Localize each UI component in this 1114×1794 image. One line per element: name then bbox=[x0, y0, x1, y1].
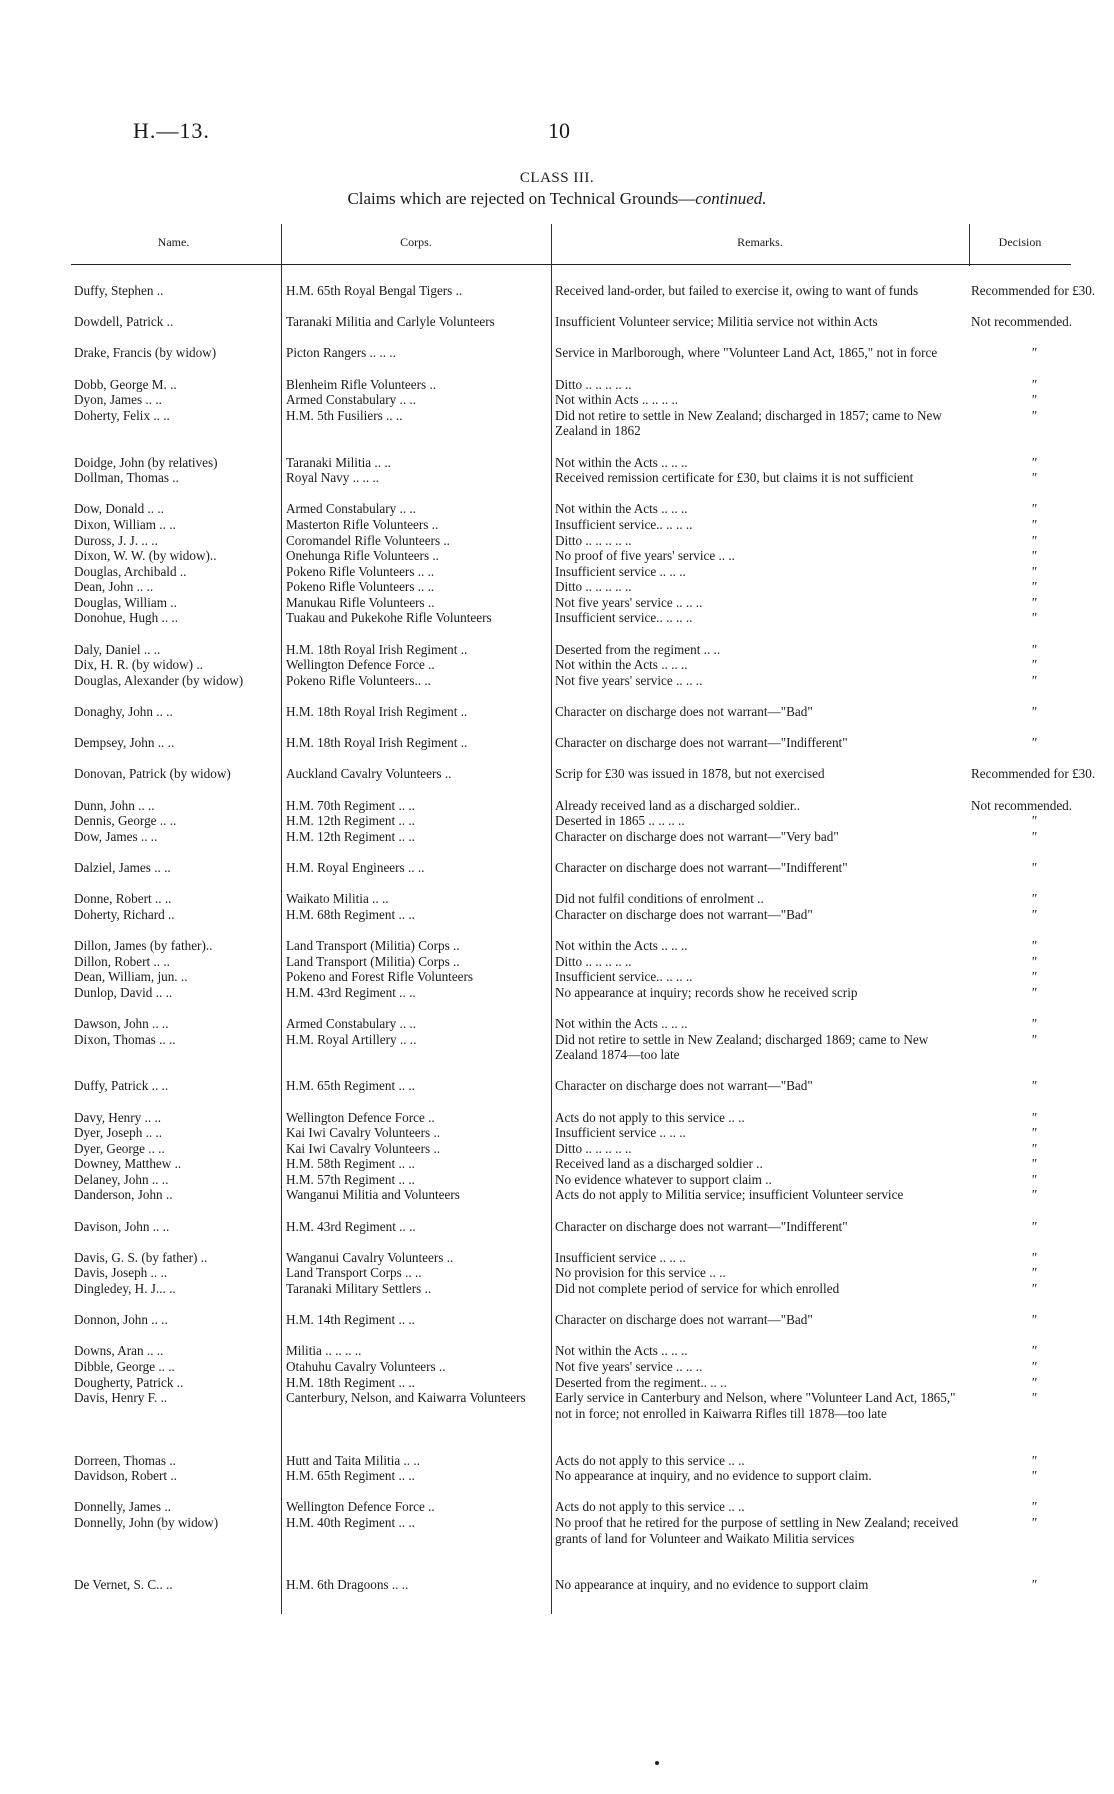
decision-cell: " bbox=[1031, 1140, 1037, 1156]
claimant-name: Dillon, James (by father).. bbox=[74, 937, 213, 953]
table-row bbox=[71, 1515, 1071, 1577]
claimant-name: Douglas, Alexander (by widow) bbox=[74, 672, 244, 688]
table-row bbox=[71, 766, 1096, 797]
decision-cell: Recommended for £30. bbox=[971, 766, 1096, 782]
claims-table-body bbox=[71, 283, 1096, 1609]
decision-cell: " bbox=[1031, 891, 1037, 907]
claimant-name: Doherty, Felix .. .. bbox=[74, 407, 170, 423]
claimant-name: Donnelly, John (by widow) bbox=[74, 1514, 219, 1530]
table-row bbox=[71, 860, 1071, 891]
decision-cell: " bbox=[1031, 594, 1037, 610]
corps-cell: Masterton Rifle Volunteers .. bbox=[286, 516, 439, 532]
table-row bbox=[71, 642, 1071, 658]
table-row bbox=[71, 1187, 1071, 1218]
table-row bbox=[71, 1032, 1071, 1079]
page-mark bbox=[655, 1761, 659, 1765]
remarks-cell: Character on discharge does not warrant—"Indifferent" bbox=[555, 1218, 848, 1234]
claimant-name: Duffy, Stephen .. bbox=[74, 283, 164, 298]
decision-cell: " bbox=[1031, 906, 1037, 922]
decision-cell: " bbox=[1031, 657, 1037, 673]
table-row bbox=[71, 595, 1071, 611]
decision-cell: " bbox=[1031, 1187, 1037, 1203]
decision-cell: " bbox=[1031, 1452, 1037, 1468]
table-head-row bbox=[71, 224, 1071, 265]
claimant-name: Duross, J. J. .. .. bbox=[74, 532, 158, 548]
corps-cell: H.M. 18th Royal Irish Regiment .. bbox=[286, 641, 468, 657]
table-row bbox=[71, 1110, 1071, 1126]
claimant-name: Dix, H. R. (by widow) .. bbox=[74, 657, 203, 673]
remarks-cell: Ditto .. .. .. .. .. bbox=[555, 579, 632, 595]
claimant-name: Dyer, Joseph .. .. bbox=[74, 1125, 163, 1141]
remarks-cell: Character on discharge does not warrant—"Very bad" bbox=[555, 828, 839, 844]
decision-cell: " bbox=[1031, 704, 1037, 720]
decision-cell: " bbox=[1031, 859, 1037, 875]
claimant-name: Dillon, Robert .. .. bbox=[74, 953, 170, 969]
col-decision-header: Decision bbox=[998, 235, 1042, 249]
table-row bbox=[71, 455, 1071, 471]
remarks-cell: Character on discharge does not warrant—"Bad" bbox=[555, 906, 813, 922]
table-row bbox=[71, 813, 1071, 829]
remarks-cell: Received land as a discharged soldier .. bbox=[555, 1156, 763, 1172]
table-row bbox=[71, 1375, 1071, 1391]
table-row bbox=[71, 1250, 1071, 1266]
claimant-name: Dean, William, jun. .. bbox=[74, 969, 188, 985]
claimant-name: Downs, Aran .. .. bbox=[74, 1343, 164, 1359]
decision-cell: " bbox=[1031, 1359, 1037, 1374]
decision-cell: " bbox=[1031, 1281, 1037, 1297]
decision-cell: " bbox=[1031, 1499, 1037, 1515]
remarks-cell: Received land-order, but failed to exercise it, owing to want of funds bbox=[555, 283, 919, 298]
column-divider bbox=[969, 224, 970, 266]
table-row bbox=[71, 704, 1071, 735]
decision-cell: " bbox=[1031, 548, 1037, 564]
remarks-cell: Not within the Acts .. .. .. bbox=[555, 657, 688, 673]
remarks-cell: Not within Acts .. .. .. .. bbox=[555, 392, 679, 408]
decision-cell: " bbox=[1031, 1171, 1037, 1187]
table-row bbox=[71, 1577, 1071, 1608]
corps-cell: Land Transport (Militia) Corps .. bbox=[286, 937, 460, 953]
remarks-cell: No proof that he retired for the purpose of settling in New Zealand; received grants of land for Volunteer and Waikato Militia services bbox=[555, 1514, 959, 1546]
table-row bbox=[71, 1156, 1071, 1172]
decision-cell: " bbox=[1031, 563, 1037, 579]
table-row bbox=[71, 517, 1071, 533]
remarks-cell: Not within the Acts .. .. .. bbox=[555, 454, 688, 470]
remarks-cell: No provision for this service .. .. bbox=[555, 1265, 726, 1281]
claimant-name: Davis, G. S. (by father) .. bbox=[74, 1249, 208, 1265]
table-row bbox=[71, 501, 1071, 517]
claimant-name: Delaney, John .. .. bbox=[74, 1171, 169, 1187]
decision-cell: " bbox=[1031, 735, 1037, 751]
claimant-name: Dougherty, Patrick .. bbox=[74, 1374, 184, 1390]
table-row bbox=[71, 985, 1071, 1016]
remarks-cell: Insufficient service.. .. .. .. bbox=[555, 516, 693, 532]
col-corps-header: Corps. bbox=[400, 235, 432, 249]
table-row bbox=[71, 1016, 1071, 1032]
remarks-cell: No proof of five years' service .. .. bbox=[555, 548, 735, 564]
class-title: CLASS III. bbox=[519, 170, 595, 186]
subtitle-continued: continued. bbox=[695, 189, 767, 208]
corps-cell: Land Transport (Militia) Corps .. bbox=[286, 953, 460, 969]
claimant-name: Dowdell, Patrick .. bbox=[74, 314, 174, 330]
claimant-name: Davis, Henry F. .. bbox=[74, 1390, 168, 1406]
decision-cell: " bbox=[1031, 828, 1037, 844]
claimant-name: Duffy, Patrick .. .. bbox=[74, 1078, 169, 1094]
corps-cell: H.M. 6th Dragoons .. .. bbox=[286, 1577, 409, 1593]
page-number: 10 bbox=[548, 118, 570, 143]
remarks-cell: Not within the Acts .. .. .. bbox=[555, 501, 688, 517]
corps-cell: H.M. 18th Royal Irish Regiment .. bbox=[286, 704, 468, 720]
decision-cell: " bbox=[1031, 1374, 1037, 1390]
claimant-name: Dalziel, James .. .. bbox=[74, 859, 171, 875]
corps-cell: Pokeno and Forest Rifle Volunteers bbox=[286, 969, 474, 985]
corps-cell: H.M. 18th Royal Irish Regiment .. bbox=[286, 735, 468, 751]
decision-cell: Recommended for £30. bbox=[971, 283, 1096, 298]
remarks-cell: Ditto .. .. .. .. .. bbox=[555, 953, 632, 969]
remarks-cell: Insufficient service .. .. .. bbox=[555, 1249, 686, 1265]
decision-cell: " bbox=[1031, 407, 1037, 423]
table-row bbox=[71, 1125, 1071, 1141]
corps-cell: H.M. 43rd Regiment .. .. bbox=[286, 984, 416, 1000]
decision-cell: " bbox=[1031, 1125, 1037, 1141]
table-row bbox=[71, 938, 1071, 954]
remarks-cell: Did not fulfil conditions of enrolment .. bbox=[555, 891, 764, 907]
table-row bbox=[71, 829, 1071, 860]
corps-cell: Wellington Defence Force .. bbox=[286, 1109, 435, 1125]
corps-cell: Taranaki Military Settlers .. bbox=[286, 1281, 432, 1297]
claimant-name: Davy, Henry .. .. bbox=[74, 1109, 162, 1125]
document-reference: H.—13. bbox=[133, 118, 210, 143]
claimant-name: Donovan, Patrick (by widow) bbox=[74, 766, 231, 782]
table-row bbox=[71, 1312, 1071, 1343]
corps-cell: H.M. 43rd Regiment .. .. bbox=[286, 1218, 416, 1234]
claimant-name: Davison, John .. .. bbox=[74, 1218, 170, 1234]
remarks-cell: Character on discharge does not warrant—"Indifferent" bbox=[555, 735, 848, 751]
decision-cell: " bbox=[1031, 672, 1037, 688]
decision-cell: " bbox=[1031, 376, 1037, 392]
claimant-name: Dibble, George .. .. bbox=[74, 1359, 175, 1374]
corps-cell: Royal Navy .. .. .. bbox=[286, 470, 380, 486]
corps-cell: Kai Iwi Cavalry Volunteers .. bbox=[286, 1125, 441, 1141]
table-row bbox=[71, 345, 1071, 376]
remarks-cell: Did not complete period of service for which enrolled bbox=[555, 1281, 840, 1297]
corps-cell: H.M. 57th Regiment .. .. bbox=[286, 1171, 415, 1187]
claimant-name: Danderson, John .. bbox=[74, 1187, 173, 1203]
corps-cell: Wanganui Cavalry Volunteers .. bbox=[286, 1249, 454, 1265]
corps-cell: Armed Constabulary .. .. bbox=[286, 392, 417, 408]
claims-table-header bbox=[71, 224, 1071, 265]
decision-cell: " bbox=[1031, 813, 1037, 829]
remarks-cell: Not five years' service .. .. .. bbox=[555, 1359, 703, 1374]
decision-cell: " bbox=[1031, 345, 1037, 361]
decision-cell: " bbox=[1031, 953, 1037, 969]
corps-cell: Kai Iwi Cavalry Volunteers .. bbox=[286, 1140, 441, 1156]
remarks-cell: Ditto .. .. .. .. .. bbox=[555, 376, 632, 392]
table-row bbox=[71, 969, 1071, 985]
remarks-cell: Character on discharge does not warrant—"Bad" bbox=[555, 1312, 813, 1328]
corps-cell: Tuakau and Pukekohe Rifle Volunteers bbox=[286, 610, 492, 626]
claimant-name: Dow, Donald .. .. bbox=[74, 501, 164, 517]
claimant-name: Dean, John .. .. bbox=[74, 579, 154, 595]
decision-cell: " bbox=[1031, 1514, 1037, 1530]
decision-cell: " bbox=[1031, 1312, 1037, 1328]
claimant-name: Donohue, Hugh .. .. bbox=[74, 610, 179, 626]
table-row bbox=[71, 1390, 1071, 1452]
claimant-name: Dyer, George .. .. bbox=[74, 1140, 165, 1156]
table-row bbox=[71, 891, 1071, 907]
remarks-cell: Scrip for £30 was issued in 1878, but not exercised bbox=[555, 766, 825, 782]
remarks-cell: Did not retire to settle in New Zealand; discharged in 1857; came to New Zealand in 1862 bbox=[555, 407, 942, 439]
table-row bbox=[71, 548, 1071, 564]
decision-cell: " bbox=[1031, 1249, 1037, 1265]
corps-cell: Picton Rangers .. .. .. bbox=[286, 345, 396, 361]
claimant-name: Dawson, John .. .. bbox=[74, 1015, 169, 1031]
table-row bbox=[71, 1141, 1071, 1157]
corps-cell: Armed Constabulary .. .. bbox=[286, 1015, 417, 1031]
claimant-name: Daly, Daniel .. .. bbox=[74, 641, 161, 657]
remarks-cell: Acts do not apply to this service .. .. bbox=[555, 1499, 745, 1515]
table-row bbox=[71, 1343, 1071, 1359]
remarks-cell: Ditto .. .. .. .. .. bbox=[555, 1140, 632, 1156]
corps-cell: H.M. 65th Royal Bengal Tigers .. bbox=[286, 283, 463, 298]
remarks-cell: Insufficient service.. .. .. .. bbox=[555, 969, 693, 985]
decision-cell: " bbox=[1031, 1468, 1037, 1484]
claimant-name: Donne, Robert .. .. bbox=[74, 891, 172, 907]
col-name-header: Name. bbox=[157, 235, 190, 249]
corps-cell: Militia .. .. .. .. bbox=[286, 1343, 362, 1359]
corps-cell: H.M. 40th Regiment .. .. bbox=[286, 1514, 415, 1530]
corps-cell: H.M. 12th Regiment .. .. bbox=[286, 828, 415, 844]
corps-cell: H.M. 14th Regiment .. .. bbox=[286, 1312, 415, 1328]
decision-cell: " bbox=[1031, 1343, 1037, 1359]
table-row bbox=[71, 798, 1071, 814]
corps-cell: Land Transport Corps .. .. bbox=[286, 1265, 422, 1281]
corps-cell: H.M. 58th Regiment .. .. bbox=[286, 1156, 415, 1172]
decision-cell: " bbox=[1031, 579, 1037, 595]
decision-cell: " bbox=[1031, 1031, 1037, 1047]
remarks-cell: No appearance at inquiry, and no evidence to support claim bbox=[555, 1577, 869, 1593]
claimant-name: Dunn, John .. .. bbox=[74, 797, 155, 813]
decision-cell: Not recommended. bbox=[971, 797, 1073, 813]
remarks-cell: Acts do not apply to Militia service; insufficient Volunteer service bbox=[555, 1187, 904, 1203]
remarks-cell: No evidence whatever to support claim .. bbox=[555, 1171, 772, 1187]
corps-cell: Wellington Defence Force .. bbox=[286, 1499, 435, 1515]
table-row bbox=[71, 1499, 1071, 1515]
corps-cell: Canterbury, Nelson, and Kaiwarra Volunteers bbox=[286, 1390, 526, 1406]
remarks-cell: Not five years' service .. .. .. bbox=[555, 672, 703, 688]
remarks-cell: Insufficient service.. .. .. .. bbox=[555, 610, 693, 626]
claimant-name: Dixon, W. W. (by widow).. bbox=[74, 548, 217, 564]
remarks-cell: Early service in Canterbury and Nelson, where "Volunteer Land Act, 1865," not in force; not enrolled in Kaiwarra Rifles till 1878—too late bbox=[555, 1390, 956, 1421]
table-row bbox=[71, 1281, 1071, 1312]
corps-cell: H.M. 12th Regiment .. .. bbox=[286, 813, 415, 829]
corps-cell: Pokeno Rifle Volunteers.. .. bbox=[286, 672, 431, 688]
remarks-cell: Character on discharge does not warrant—"Bad" bbox=[555, 1078, 813, 1094]
decision-cell: " bbox=[1031, 454, 1037, 470]
remarks-cell: Service in Marlborough, where "Volunteer Land Act, 1865," not in force bbox=[555, 345, 938, 361]
remarks-cell: Deserted from the regiment .. .. bbox=[555, 641, 721, 657]
remarks-cell: Not five years' service .. .. .. bbox=[555, 594, 703, 610]
claimant-name: Dobb, George M. .. bbox=[74, 376, 177, 392]
corps-cell: H.M. 68th Regiment .. .. bbox=[286, 906, 415, 922]
table-row bbox=[71, 1078, 1071, 1109]
table-row bbox=[71, 1453, 1071, 1469]
decision-cell: " bbox=[1031, 1078, 1037, 1094]
table-row bbox=[71, 470, 1071, 501]
remarks-cell: Did not retire to settle in New Zealand; discharged 1869; came to New Zealand 1874—too late bbox=[555, 1031, 929, 1063]
claimant-name: Dixon, Thomas .. .. bbox=[74, 1031, 176, 1047]
corps-cell: Otahuhu Cavalry Volunteers .. bbox=[286, 1359, 446, 1374]
corps-cell: H.M. 70th Regiment .. .. bbox=[286, 797, 415, 813]
corps-cell: Manukau Rifle Volunteers .. bbox=[286, 594, 435, 610]
claimant-name: Davidson, Robert .. bbox=[74, 1468, 177, 1484]
claimant-name: Doherty, Richard .. bbox=[74, 906, 175, 922]
remarks-cell: Deserted from the regiment.. .. .. bbox=[555, 1374, 727, 1390]
claimant-name: Dempsey, John .. .. bbox=[74, 735, 175, 751]
remarks-cell: Insufficient service .. .. .. bbox=[555, 563, 686, 579]
subtitle-text: Claims which are rejected on Technical Grounds— bbox=[347, 189, 696, 208]
corps-cell: Armed Constabulary .. .. bbox=[286, 501, 417, 517]
remarks-cell: Ditto .. .. .. .. .. bbox=[555, 532, 632, 548]
decision-cell: " bbox=[1031, 969, 1037, 985]
table-row bbox=[71, 533, 1071, 549]
corps-cell: Waikato Militia .. .. bbox=[286, 891, 389, 907]
claimant-name: Dow, James .. .. bbox=[74, 828, 158, 844]
decision-cell: " bbox=[1031, 392, 1037, 408]
decision-cell: " bbox=[1031, 1390, 1037, 1406]
decision-cell: " bbox=[1031, 984, 1037, 1000]
table-row bbox=[71, 1359, 1071, 1375]
claimant-name: Drake, Francis (by widow) bbox=[74, 345, 217, 361]
remarks-cell: Insufficient service .. .. .. bbox=[555, 1125, 686, 1141]
remarks-cell: Character on discharge does not warrant—"Bad" bbox=[555, 704, 813, 720]
corps-cell: H.M. 18th Regiment .. .. bbox=[286, 1374, 415, 1390]
corps-cell: H.M. Royal Engineers .. .. bbox=[286, 859, 425, 875]
remarks-cell: Character on discharge does not warrant—"Indifferent" bbox=[555, 859, 848, 875]
claimant-name: Dollman, Thomas .. bbox=[74, 470, 179, 486]
remarks-cell: Deserted in 1865 .. .. .. .. bbox=[555, 813, 685, 829]
decision-cell: " bbox=[1031, 610, 1037, 626]
corps-cell: Taranaki Militia .. .. bbox=[286, 454, 391, 470]
table-row bbox=[71, 408, 1071, 455]
decision-cell: " bbox=[1031, 1015, 1037, 1031]
table-subtitle bbox=[0, 189, 1114, 209]
claimant-name: Davis, Joseph .. .. bbox=[74, 1265, 168, 1281]
claimant-name: Doidge, John (by relatives) bbox=[74, 454, 218, 470]
decision-cell: " bbox=[1031, 532, 1037, 548]
remarks-cell: No appearance at inquiry; records show he received scrip bbox=[555, 984, 858, 1000]
claimant-name: Dorreen, Thomas .. bbox=[74, 1452, 176, 1468]
decision-cell: " bbox=[1031, 516, 1037, 532]
claimant-name: Dunlop, David .. .. bbox=[74, 984, 173, 1000]
claimant-name: Donnon, John .. .. bbox=[74, 1312, 168, 1328]
table-row bbox=[71, 579, 1071, 595]
corps-cell: Hutt and Taita Militia .. .. bbox=[286, 1452, 420, 1468]
remarks-cell: No appearance at inquiry, and no evidence to support claim. bbox=[555, 1468, 872, 1484]
claimant-name: Douglas, Archibald .. bbox=[74, 563, 187, 579]
remarks-cell: Insufficient Volunteer service; Militia service not within Acts bbox=[555, 314, 878, 330]
corps-cell: Pokeno Rifle Volunteers .. .. bbox=[286, 579, 435, 595]
decision-cell: " bbox=[1031, 641, 1037, 657]
table-row bbox=[71, 283, 1096, 314]
remarks-cell: Not within the Acts .. .. .. bbox=[555, 1015, 688, 1031]
remarks-cell: Acts do not apply to this service .. .. bbox=[555, 1109, 745, 1125]
corps-cell: Wanganui Militia and Volunteers bbox=[286, 1187, 460, 1203]
col-remarks-header: Remarks. bbox=[737, 235, 783, 249]
table-row bbox=[71, 377, 1071, 393]
decision-cell: " bbox=[1031, 937, 1037, 953]
table-row bbox=[71, 954, 1071, 970]
claimant-name: De Vernet, S. C.. .. bbox=[74, 1577, 173, 1593]
table-row bbox=[71, 907, 1071, 938]
table-row bbox=[71, 673, 1071, 704]
claimant-name: Dyon, James .. .. bbox=[74, 392, 162, 408]
table-row bbox=[71, 610, 1071, 641]
corps-cell: H.M. Royal Artillery .. .. bbox=[286, 1031, 417, 1047]
claimant-name: Douglas, William .. bbox=[74, 594, 177, 610]
claimant-name: Dixon, William .. .. bbox=[74, 516, 176, 532]
decision-cell: " bbox=[1031, 1577, 1037, 1593]
decision-cell: " bbox=[1031, 1109, 1037, 1125]
corps-cell: Coromandel Rifle Volunteers .. bbox=[286, 532, 450, 548]
decision-cell: Not recommended. bbox=[971, 314, 1073, 330]
corps-cell: Wellington Defence Force .. bbox=[286, 657, 435, 673]
claimant-name: Dingledey, H. J... .. bbox=[74, 1281, 176, 1297]
decision-cell: " bbox=[1031, 1265, 1037, 1281]
table-row bbox=[71, 1172, 1071, 1188]
table-row bbox=[71, 1468, 1071, 1499]
claimant-name: Donnelly, James .. bbox=[74, 1499, 171, 1515]
decision-cell: " bbox=[1031, 501, 1037, 517]
table-row bbox=[71, 1219, 1071, 1250]
corps-cell: Auckland Cavalry Volunteers .. bbox=[286, 766, 452, 782]
claimant-name: Dennis, George .. .. bbox=[74, 813, 177, 829]
table-row bbox=[71, 1265, 1071, 1281]
corps-cell: H.M. 65th Regiment .. .. bbox=[286, 1078, 415, 1094]
corps-cell: H.M. 5th Fusiliers .. .. bbox=[286, 407, 403, 423]
remarks-cell: Already received land as a discharged soldier.. bbox=[555, 797, 801, 813]
corps-cell: Taranaki Militia and Carlyle Volunteers bbox=[286, 314, 495, 330]
decision-cell: " bbox=[1031, 470, 1037, 486]
decision-cell: " bbox=[1031, 1218, 1037, 1234]
remarks-cell: Not within the Acts .. .. .. bbox=[555, 1343, 688, 1359]
corps-cell: Blenheim Rifle Volunteers .. bbox=[286, 376, 437, 392]
remarks-cell: Received remission certificate for £30, but claims it is not sufficient bbox=[555, 470, 914, 486]
remarks-cell: Acts do not apply to this service .. .. bbox=[555, 1452, 745, 1468]
claimant-name: Downey, Matthew .. bbox=[74, 1156, 182, 1172]
corps-cell: Onehunga Rifle Volunteers .. bbox=[286, 548, 439, 564]
corps-cell: Pokeno Rifle Volunteers .. .. bbox=[286, 563, 435, 579]
remarks-cell: Not within the Acts .. .. .. bbox=[555, 937, 688, 953]
corps-cell: H.M. 65th Regiment .. .. bbox=[286, 1468, 415, 1484]
claimant-name: Donaghy, John .. .. bbox=[74, 704, 173, 720]
decision-cell: " bbox=[1031, 1156, 1037, 1172]
table-row bbox=[71, 314, 1071, 345]
table-row bbox=[71, 392, 1071, 408]
table-row bbox=[71, 735, 1071, 766]
table-row bbox=[71, 564, 1071, 580]
table-row bbox=[71, 657, 1071, 673]
